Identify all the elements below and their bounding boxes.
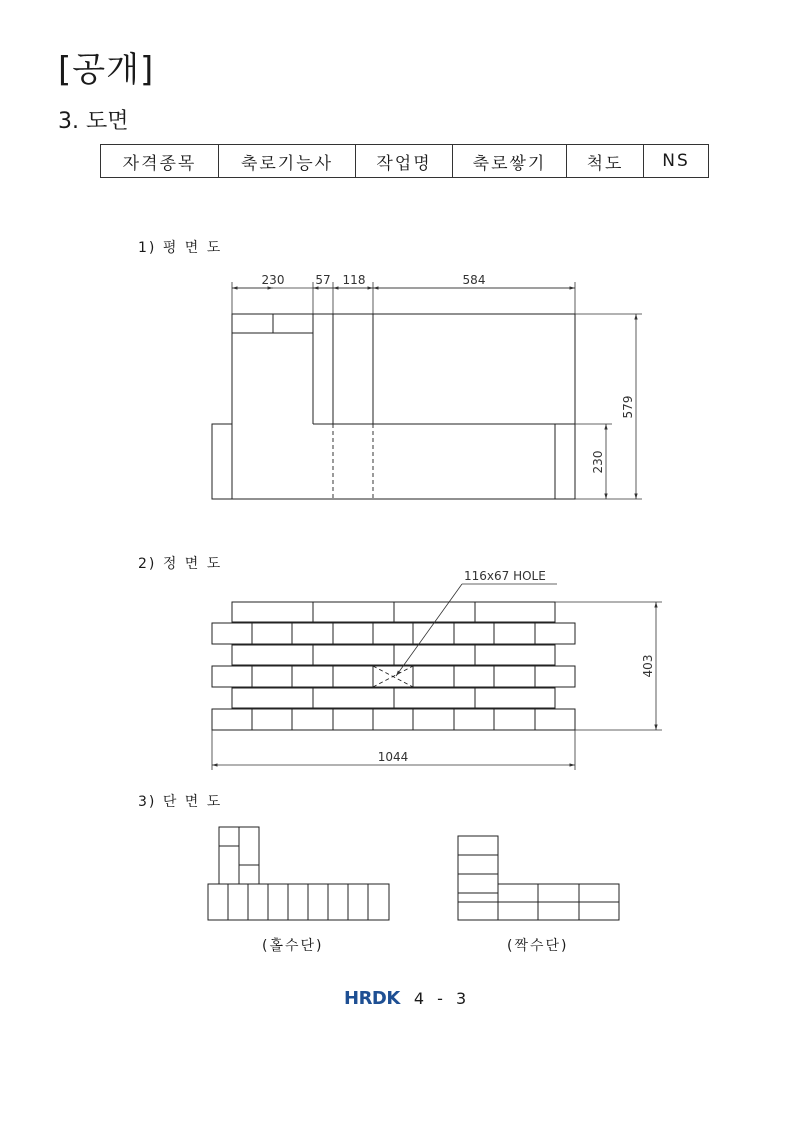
brick [494,623,535,644]
brick [458,855,498,874]
brick [458,836,498,855]
plan-outline [212,314,575,499]
brick [232,602,313,622]
brick [212,623,252,644]
brick [498,902,538,920]
brick [313,602,394,622]
brick [494,709,535,730]
brick [219,846,239,884]
brick [313,645,394,665]
caption-even-course: (짝수단) [507,938,569,954]
brick [494,666,535,687]
plan-dim-label-230-vertical: 230 [591,450,605,474]
brick [328,884,348,920]
front-dim-label-1044: 1044 [377,750,409,764]
brick-row [212,623,575,644]
section-title: 3. 도면 [58,109,129,134]
brick [458,893,498,902]
brick [373,623,413,644]
scale-value: NS [644,145,709,178]
task-label: 작업명 [356,145,453,178]
brick [292,623,333,644]
brick [208,884,228,920]
brick [212,666,252,687]
scale-label: 척도 [567,145,644,178]
brick [454,666,494,687]
front-dim-label-403: 403 [641,654,655,678]
brick [535,623,575,644]
brick [252,709,292,730]
brick [239,865,259,884]
brick [535,709,575,730]
front-view-title: 2) 정 면 도 [138,556,223,572]
brick [394,602,475,622]
brick [219,827,239,846]
brick [413,666,454,687]
brick [535,666,575,687]
brick [579,884,619,902]
brick-row [212,666,575,687]
brick [308,884,328,920]
section-view-title: 3) 단 면 도 [138,794,223,810]
page-number: 4 - 3 [413,989,471,1008]
hrdk-logo: HRDK [344,988,400,1009]
brick [288,884,308,920]
brick [333,623,373,644]
plan-dim-label-230: 230 [261,273,285,287]
brick [475,602,555,622]
brick [538,884,579,902]
brick [579,902,619,920]
brick [252,666,292,687]
plan-view-title: 1) 평 면 도 [138,240,223,256]
plan-dim-label-57: 57 [315,273,331,287]
section-even-course [458,836,619,920]
brick [454,623,494,644]
brick [368,884,389,920]
brick [373,709,413,730]
brick [232,688,313,708]
hole-label: 116x67 HOLE [464,569,546,583]
brick [413,709,454,730]
brick [268,884,288,920]
brick-row [212,709,575,730]
section-odd-course [208,827,389,920]
front-view [212,569,662,770]
brick [313,688,394,708]
brick [252,623,292,644]
caption-odd-course: (홀수단) [262,938,324,954]
brick [239,827,259,865]
qualification-label: 자격종목 [101,145,219,178]
page-heading: [공개] [58,50,155,90]
brick [333,666,373,687]
brick [248,884,268,920]
brick [458,874,498,893]
brick [454,709,494,730]
brick [348,884,368,920]
plan-dim-label-118: 118 [342,273,366,287]
brick [458,902,498,920]
plan-view [212,273,642,499]
brick [413,623,454,644]
brick [475,688,555,708]
brick [498,884,538,902]
brick [333,709,373,730]
brick [228,884,248,920]
task-value: 축로쌓기 [453,145,567,178]
page-footer [344,988,470,1009]
plan-dim-label-584: 584 [462,273,486,287]
brick [538,902,579,920]
brick [394,688,475,708]
brick [232,645,313,665]
brick [212,709,252,730]
plan-dim-label-579: 579 [621,395,635,419]
brick [292,666,333,687]
brick [475,645,555,665]
qualification-value: 축로기능사 [219,145,356,178]
brick [292,709,333,730]
